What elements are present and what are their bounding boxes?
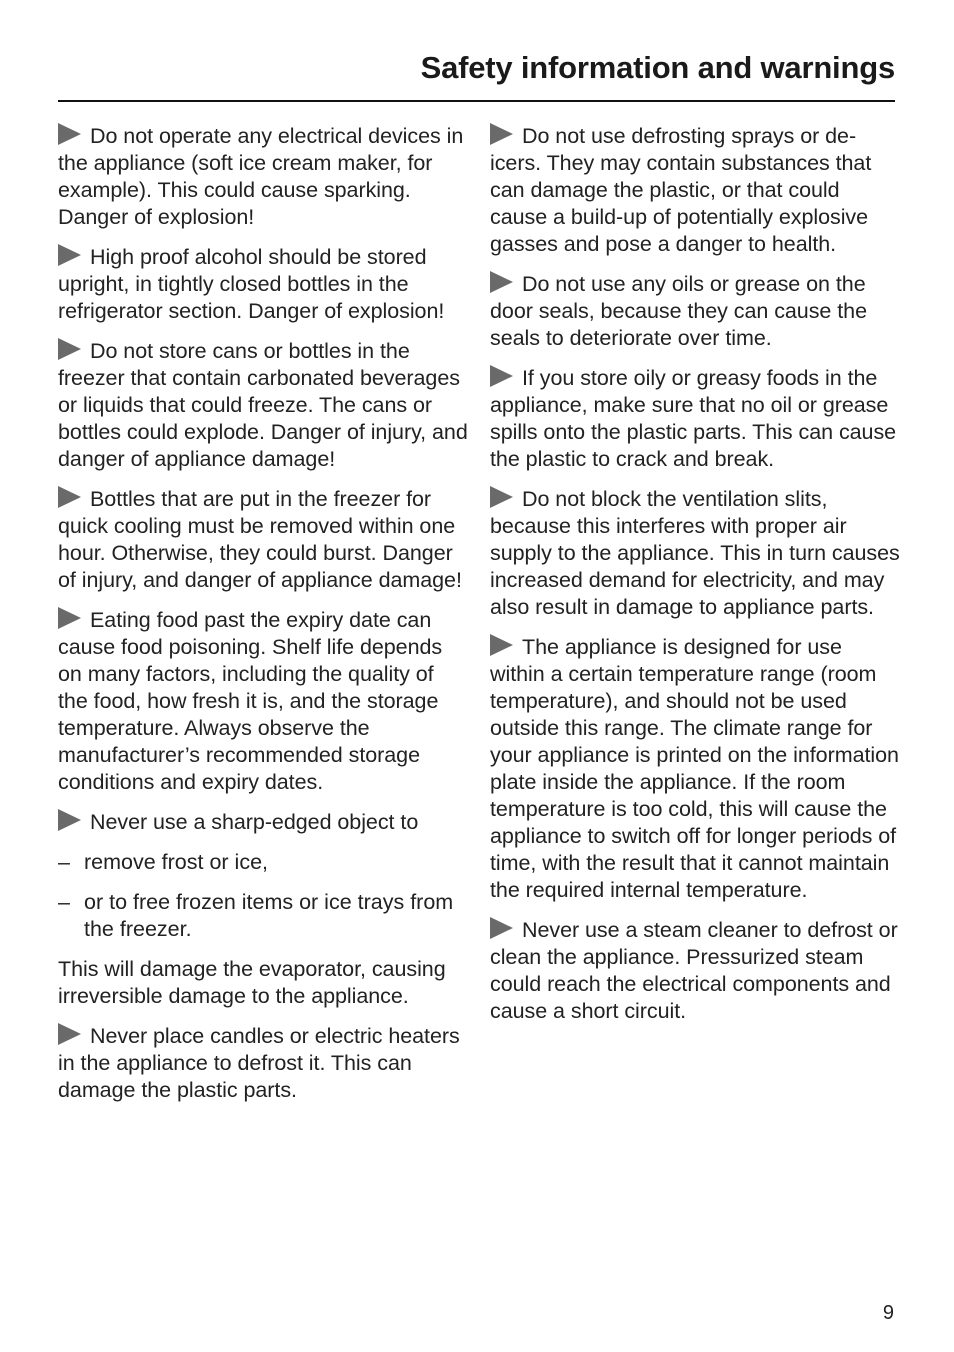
left-column bbox=[58, 123, 468, 1117]
warning-text: Never use a sharp-edged object to bbox=[90, 810, 419, 834]
dash-item-text: remove frost or ice, bbox=[84, 850, 268, 874]
bullet-triangle-icon bbox=[490, 486, 513, 508]
warning-text: Eating food past the expiry date can cause food poisoning. Shelf life depends on many factors, including the quality of the food, how fresh it is, and the storage temperature. Always observe the manufacturer’s recommended storage conditions and expiry dates. bbox=[58, 608, 443, 794]
bullet-triangle-icon bbox=[490, 271, 513, 293]
warning-text: Bottles that are put in the freezer for quick cooling must be removed within one hour. Otherwise, they could burst. Danger of injury, and danger of appliance damage! bbox=[58, 487, 462, 592]
bullet-triangle-icon bbox=[58, 338, 81, 360]
bullet-triangle-icon bbox=[58, 809, 81, 831]
bullet-triangle-icon bbox=[58, 1023, 81, 1045]
warning-text: The appliance is designed for use within a certain temperature range (room temperature), and should not be used outside this range. The climate range for your appliance is printed on the information plate inside the appliance. If the room temperature is too cold, this will cause the appliance to switch off for longer periods of time, with the result that it cannot maintain the required internal temperature. bbox=[490, 635, 899, 902]
warning-text: Never place candles or electric heaters in the appliance to defrost it. This can damage the plastic parts. bbox=[58, 1024, 460, 1102]
warning-item bbox=[490, 365, 900, 473]
bullet-triangle-icon bbox=[490, 634, 513, 656]
dash-item-text: or to free frozen items or ice trays from the freezer. bbox=[84, 890, 454, 941]
warning-item bbox=[490, 123, 900, 258]
bullet-triangle-icon bbox=[58, 244, 81, 266]
warning-text: Do not operate any electrical devices in the appliance (soft ice cream maker, for example). This could cause sparking. Danger of explosion! bbox=[58, 124, 464, 229]
bullet-triangle-icon bbox=[490, 365, 513, 387]
warning-item bbox=[490, 634, 900, 904]
title-divider bbox=[58, 100, 895, 102]
bullet-triangle-icon bbox=[58, 607, 81, 629]
warning-text: Do not store cans or bottles in the freezer that contain carbonated beverages or liquids that could freeze. The cans or bottles could explode. Danger of injury, and danger of appliance damage! bbox=[58, 339, 468, 471]
warning-text: If you store oily or greasy foods in the appliance, make sure that no oil or grease spills onto the plastic parts. This can cause the plastic to crack and break. bbox=[490, 366, 897, 471]
page-title: Safety information and warnings bbox=[420, 50, 895, 85]
warning-item bbox=[58, 809, 468, 836]
warning-item bbox=[490, 486, 900, 621]
warning-text: High proof alcohol should be stored upright, in tightly closed bottles in the refrigerator section. Danger of explosion! bbox=[58, 245, 445, 323]
bullet-triangle-icon bbox=[490, 917, 513, 939]
bullet-triangle-icon bbox=[58, 486, 81, 508]
warning-text: Never use a steam cleaner to defrost or clean the appliance. Pressurized steam could reach the electrical components and cause a short circuit. bbox=[490, 918, 898, 1023]
warning-text: Do not block the ventilation slits, because this interferes with proper air supply to the appliance. This in turn causes increased demand for electricity, and may also result in damage to appliance parts. bbox=[490, 487, 900, 619]
warning-item bbox=[58, 338, 468, 473]
bullet-triangle-icon bbox=[58, 123, 81, 145]
warning-item bbox=[58, 486, 468, 594]
warning-item bbox=[58, 123, 468, 231]
warning-item bbox=[490, 271, 900, 352]
warning-item bbox=[58, 607, 468, 796]
dash-list-item bbox=[58, 849, 468, 876]
page-number: 9 bbox=[882, 1302, 894, 1324]
warning-item bbox=[58, 1023, 468, 1104]
right-column bbox=[490, 123, 900, 1038]
warning-item bbox=[58, 244, 468, 325]
dash-marker: – bbox=[58, 850, 70, 874]
dash-list-item bbox=[58, 889, 468, 943]
warning-item bbox=[490, 917, 900, 1025]
dash-marker: – bbox=[58, 890, 70, 914]
warning-text: Do not use any oils or grease on the door seals, because they can cause the seals to deteriorate over time. bbox=[490, 272, 867, 350]
follow-up-text: This will damage the evaporator, causing irreversible damage to the appliance. bbox=[58, 957, 446, 1008]
bullet-triangle-icon bbox=[490, 123, 513, 145]
warning-text: Do not use defrosting sprays or de-icers. They may contain substances that can damage the plastic, or that could cause a build-up of potentially explosive gasses and pose a danger to health. bbox=[490, 124, 872, 256]
